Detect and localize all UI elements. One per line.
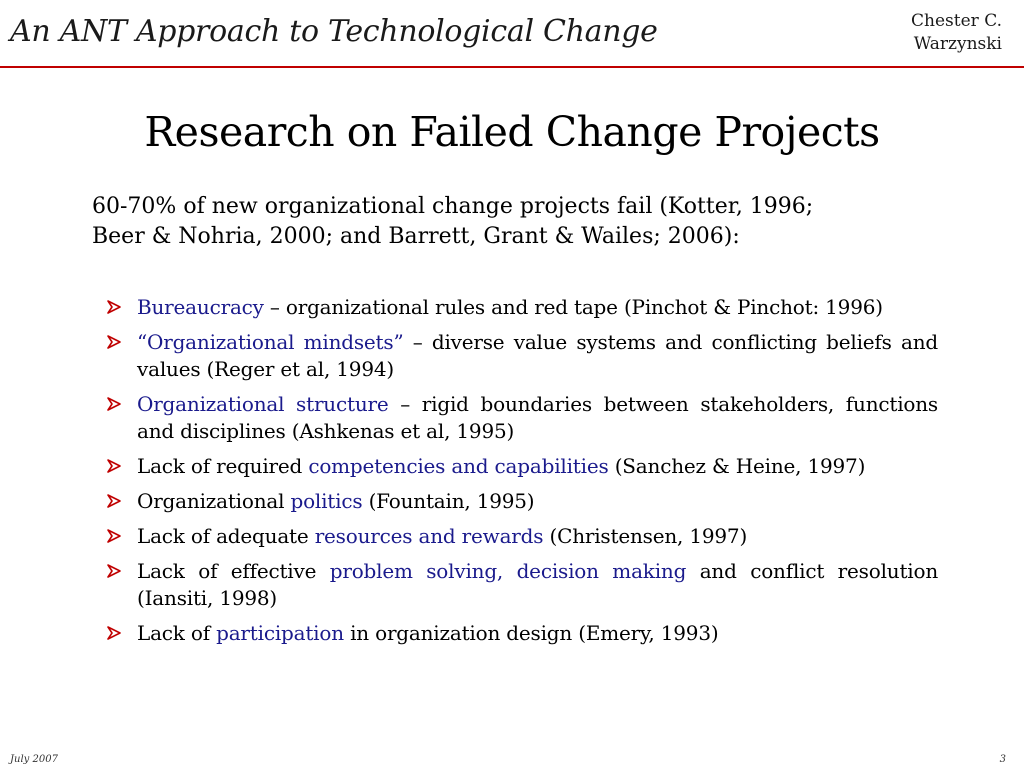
bullet-item xyxy=(104,558,938,612)
bullet-text: in organization design (Emery, 1993) xyxy=(343,621,719,645)
bullet-highlight: Organizational structure xyxy=(137,392,389,416)
bullet-text: Lack of required xyxy=(137,454,309,478)
arrow-bullet-icon xyxy=(106,563,122,579)
bullet-text: Lack of xyxy=(137,621,217,645)
arrow-bullet-icon xyxy=(106,334,122,350)
slide-title: Research on Failed Change Projects xyxy=(144,108,880,156)
intro-paragraph xyxy=(92,192,972,252)
bullet-highlight: Bureaucracy xyxy=(137,295,264,319)
bullet-text: – diverse value systems and conflicting beliefs and values (Reger et al, 1994) xyxy=(137,330,938,381)
arrow-bullet-icon xyxy=(106,528,122,544)
page-number: 3 xyxy=(999,754,1006,765)
bullet-item xyxy=(104,453,938,480)
intro-line-2: Beer & Nohria, 2000; and Barrett, Grant & Wailes; 2006): xyxy=(92,224,740,249)
author-line-2: Warzynski xyxy=(913,34,1002,54)
arrow-bullet-icon xyxy=(106,625,122,641)
bullet-item xyxy=(104,488,938,515)
bullet-item xyxy=(104,294,938,321)
bullet-text: – organizational rules and red tape (Pinchot & Pinchot: 1996) xyxy=(263,295,883,319)
bullet-list xyxy=(104,294,938,655)
footer-date: July 2007 xyxy=(10,754,58,765)
bullet-highlight: resources and rewards xyxy=(314,524,544,548)
bullet-text: and conflict resolution (Iansiti, 1998) xyxy=(137,559,939,610)
bullet-item xyxy=(104,391,938,445)
bullet-text: Organizational xyxy=(137,489,291,513)
bullet-highlight: participation xyxy=(216,621,344,645)
bullet-item xyxy=(104,523,938,550)
bullet-text: (Sanchez & Heine, 1997) xyxy=(608,454,866,478)
bullet-highlight: “Organizational mindsets” xyxy=(137,330,404,354)
intro-line-1: 60-70% of new organizational change projects fail (Kotter, 1996; xyxy=(92,194,814,219)
bullet-item xyxy=(104,620,938,647)
bullet-text: (Christensen, 1997) xyxy=(543,524,748,548)
arrow-bullet-icon xyxy=(106,458,122,474)
author-line-1: Chester C. xyxy=(911,11,1002,31)
author-name xyxy=(842,10,1002,56)
bullet-text: Lack of effective xyxy=(137,559,330,583)
bullet-highlight: competencies and capabilities xyxy=(308,454,609,478)
arrow-bullet-icon xyxy=(106,396,122,412)
bullet-text: – rigid boundaries between stakeholders, functions and disciplines (Ashkenas et al, 1995) xyxy=(137,392,938,443)
bullet-highlight: politics xyxy=(290,489,363,513)
bullet-item xyxy=(104,329,938,383)
bullet-text: Lack of adequate xyxy=(137,524,315,548)
presentation-title: An ANT Approach to Technological Change xyxy=(10,14,658,49)
bullet-highlight: problem solving, decision making xyxy=(329,559,687,583)
arrow-bullet-icon xyxy=(106,493,122,509)
arrow-bullet-icon xyxy=(106,299,122,315)
header-divider xyxy=(0,66,1024,68)
bullet-text: (Fountain, 1995) xyxy=(362,489,535,513)
